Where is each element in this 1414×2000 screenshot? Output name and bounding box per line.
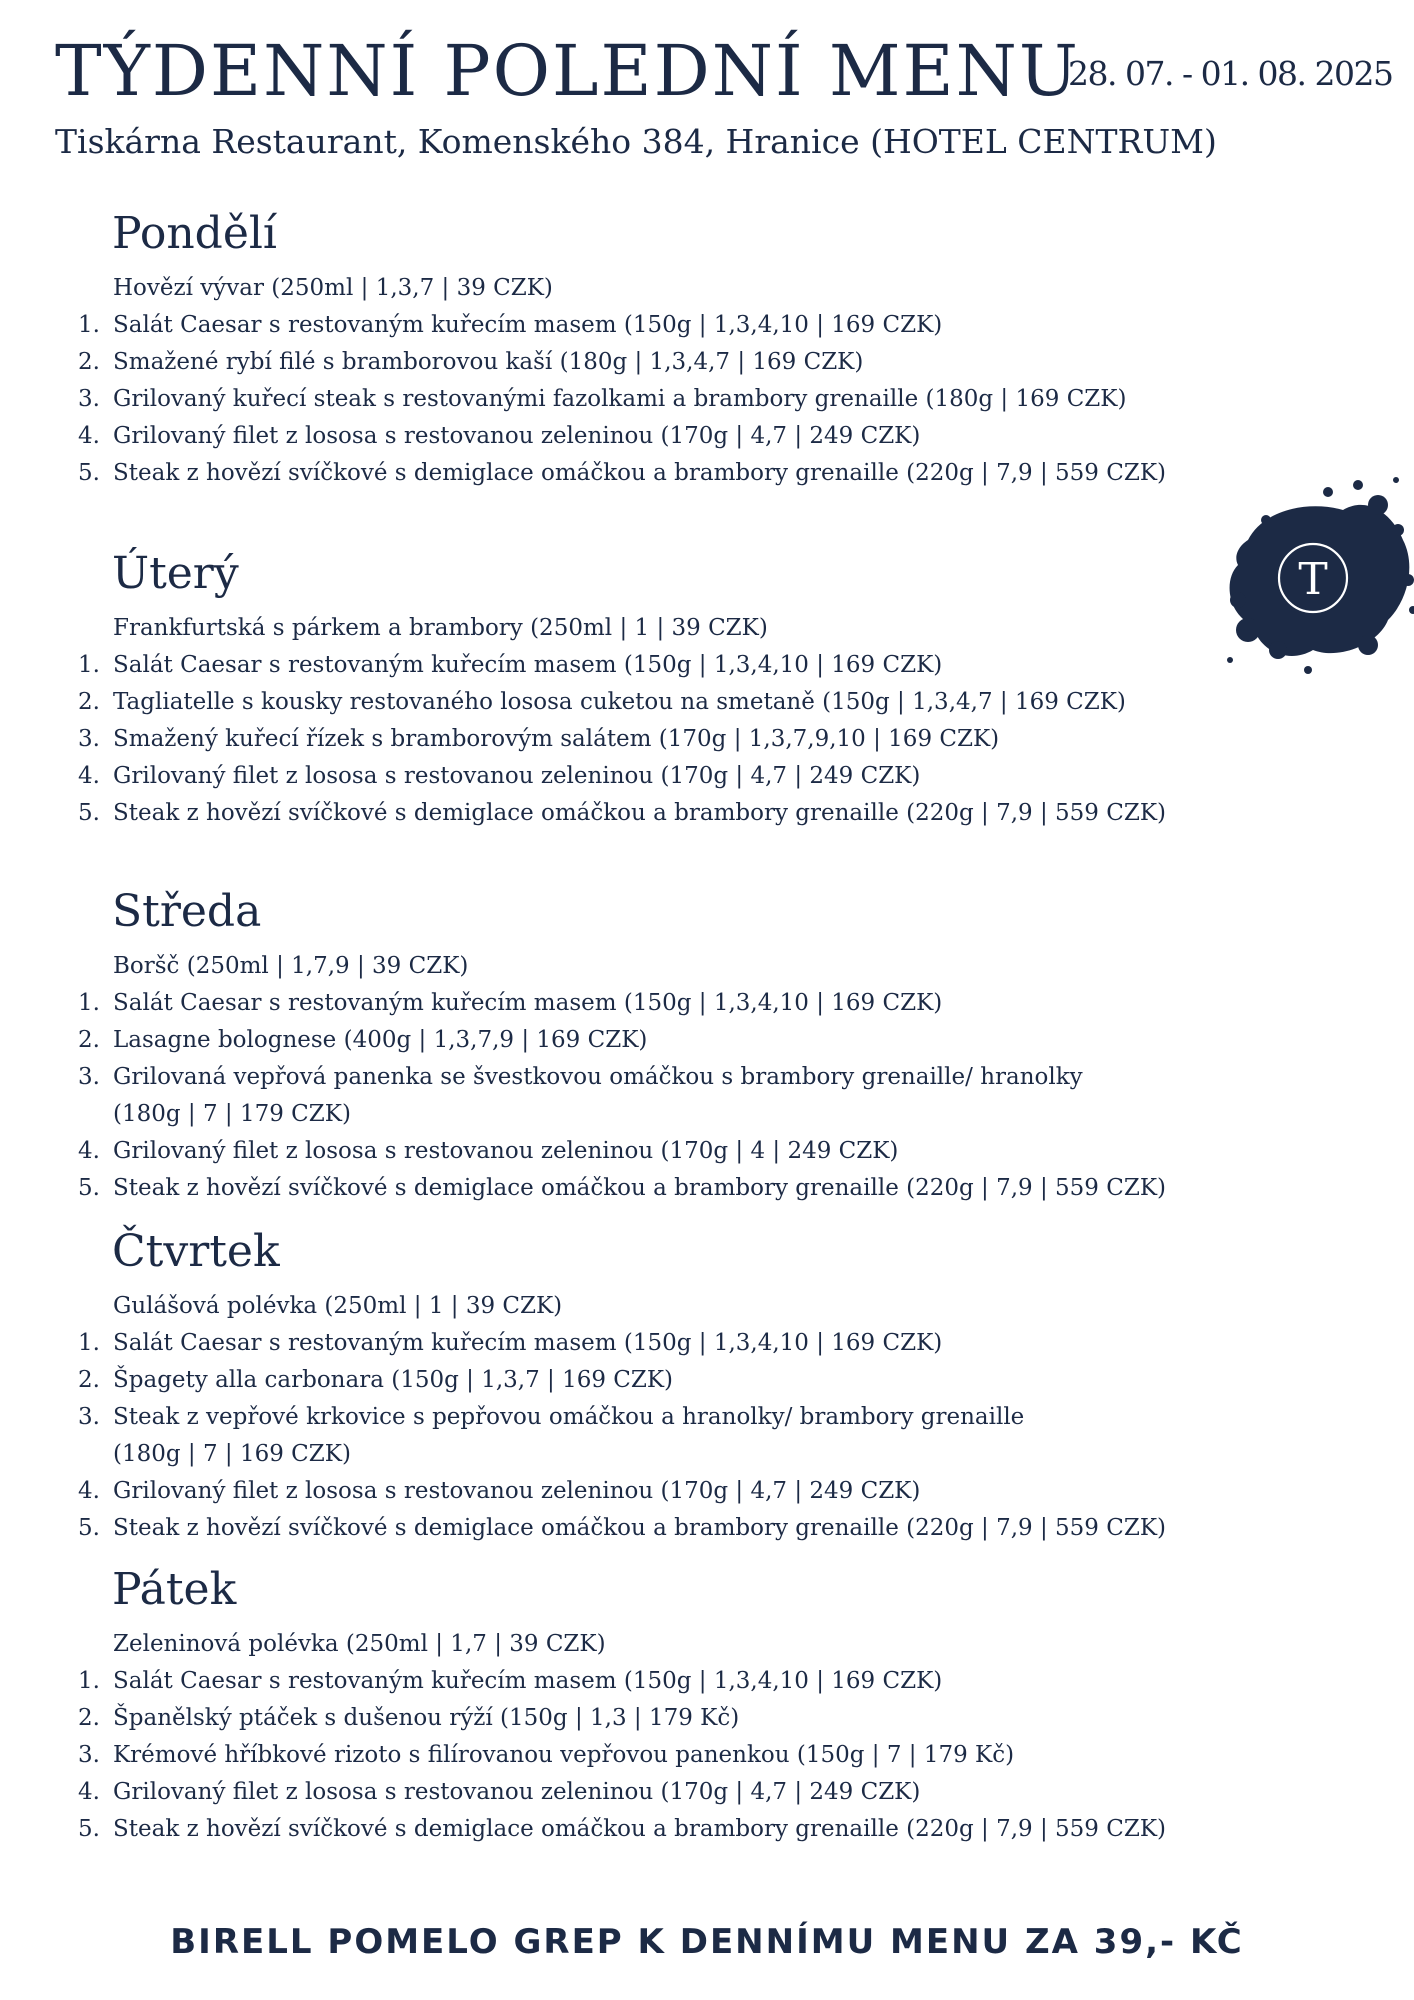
menu-item <box>78 1170 1258 1207</box>
item-text: Steak z hovězí svíčkové s demiglace omáčkou a brambory grenaille (220g | 7,9 | 559 CZK) <box>113 1515 1166 1541</box>
menu-item <box>78 985 1258 1022</box>
ink-splash-logo-icon <box>1218 470 1414 710</box>
item-text: Steak z hovězí svíčkové s demiglace omáčkou a brambory grenaille (220g | 7,9 | 559 CZK) <box>113 800 1166 826</box>
item-number: 4. <box>78 423 100 449</box>
menu-item <box>78 1133 1258 1170</box>
menu-item <box>78 1325 1258 1362</box>
menu-item <box>78 647 1258 684</box>
menu-item <box>78 381 1258 418</box>
item-text: Salát Caesar s restovaným kuřecím masem (150g | 1,3,4,10 | 169 CZK) <box>113 1668 943 1694</box>
item-text: Steak z hovězí svíčkové s demiglace omáčkou a brambory grenaille (220g | 7,9 | 559 CZK) <box>113 1816 1166 1842</box>
restaurant-address: Tiskárna Restaurant, Komenského 384, Hranice (HOTEL CENTRUM) <box>55 122 1217 161</box>
menu-item <box>78 455 1258 492</box>
item-text-continuation: (180g | 7 | 169 CZK) <box>113 1441 351 1467</box>
item-number: 3. <box>78 1404 100 1430</box>
item-text: Špagety alla carbonara (150g | 1,3,7 | 169 CZK) <box>113 1367 674 1393</box>
day-section-friday <box>78 1562 1258 1848</box>
menu-item <box>78 795 1258 832</box>
menu-title: TÝDENNÍ POLEDNÍ MENU <box>55 30 1080 112</box>
item-number: 3. <box>78 726 100 752</box>
soup-of-the-day: Gulášová polévka (250ml | 1 | 39 CZK) <box>113 1293 563 1319</box>
item-text: Grilovaný kuřecí steak s restovanými fazolkami a brambory grenaille (180g | 169 CZK) <box>113 386 1127 412</box>
item-number: 1. <box>78 1330 100 1356</box>
soup-of-the-day: Hovězí vývar (250ml | 1,3,7 | 39 CZK) <box>113 275 553 301</box>
menu-item <box>78 1399 1258 1473</box>
menu-list <box>78 647 1258 832</box>
promo-banner: BIRELL POMELO GREP K DENNÍMU MENU ZA 39,- KČ <box>170 1922 1244 1962</box>
item-text: Smažené rybí filé s bramborovou kaší (180g | 1,3,4,7 | 169 CZK) <box>113 349 864 375</box>
soup-of-the-day: Frankfurtská s párkem a brambory (250ml | 1 | 39 CZK) <box>113 615 768 641</box>
item-number: 3. <box>78 386 100 412</box>
item-number: 2. <box>78 689 100 715</box>
item-text: Krémové hříbkové rizoto s filírovanou vepřovou panenkou (150g | 7 | 179 Kč) <box>113 1742 1015 1768</box>
menu-list <box>78 985 1258 1207</box>
menu-item <box>78 1663 1258 1700</box>
item-text <box>113 1059 1083 1133</box>
day-title: Čtvrtek <box>112 1226 280 1277</box>
item-text: Salát Caesar s restovaným kuřecím masem (150g | 1,3,4,10 | 169 CZK) <box>113 652 943 678</box>
day-section-wednesday <box>78 884 1258 1207</box>
item-text: Salát Caesar s restovaným kuřecím masem (150g | 1,3,4,10 | 169 CZK) <box>113 1330 943 1356</box>
item-number: 1. <box>78 652 100 678</box>
date-range: 28. 07. - 01. 08. 2025 <box>1068 54 1393 93</box>
menu-item <box>78 344 1258 381</box>
soup-of-the-day: Zeleninová polévka (250ml | 1,7 | 39 CZK) <box>113 1631 606 1657</box>
menu-item <box>78 1737 1258 1774</box>
item-number: 1. <box>78 312 100 338</box>
item-number: 4. <box>78 1478 100 1504</box>
menu-item <box>78 418 1258 455</box>
menu-item <box>78 1059 1258 1133</box>
menu-item <box>78 1510 1258 1547</box>
item-number: 2. <box>78 1705 100 1731</box>
item-number: 2. <box>78 1027 100 1053</box>
item-number: 5. <box>78 1175 100 1201</box>
item-number: 2. <box>78 1367 100 1393</box>
menu-item <box>78 1362 1258 1399</box>
item-number: 1. <box>78 1668 100 1694</box>
item-text: Salát Caesar s restovaným kuřecím masem (150g | 1,3,4,10 | 169 CZK) <box>113 990 943 1016</box>
item-number: 3. <box>78 1064 100 1090</box>
menu-list <box>78 307 1258 492</box>
day-title: Pátek <box>112 1564 237 1615</box>
item-number: 1. <box>78 990 100 1016</box>
item-text <box>113 1399 1024 1473</box>
item-number: 5. <box>78 1816 100 1842</box>
item-text: Tagliatelle s kousky restovaného lososa cuketou na smetaně (150g | 1,3,4,7 | 169 CZK) <box>113 689 1126 715</box>
item-text: Grilovaný filet z lososa s restovanou zeleninou (170g | 4 | 249 CZK) <box>113 1138 899 1164</box>
item-text: Grilovaný filet z lososa s restovanou zeleninou (170g | 4,7 | 249 CZK) <box>113 763 921 789</box>
item-text-line: Grilovaná vepřová panenka se švestkovou omáčkou s brambory grenaille/ hranolky <box>113 1064 1083 1090</box>
menu-item <box>78 1700 1258 1737</box>
item-text: Španělský ptáček s dušenou rýží (150g | 1,3 | 179 Kč) <box>113 1705 740 1731</box>
item-text: Grilovaný filet z lososa s restovanou zeleninou (170g | 4,7 | 249 CZK) <box>113 423 921 449</box>
menu-item <box>78 1774 1258 1811</box>
item-number: 5. <box>78 460 100 486</box>
day-section-tuesday <box>78 546 1258 832</box>
menu-list <box>78 1663 1258 1848</box>
menu-item <box>78 1811 1258 1848</box>
item-number: 4. <box>78 1779 100 1805</box>
item-text: Grilovaný filet z lososa s restovanou zeleninou (170g | 4,7 | 249 CZK) <box>113 1478 921 1504</box>
menu-item <box>78 684 1258 721</box>
item-text: Steak z hovězí svíčkové s demiglace omáčkou a brambory grenaille (220g | 7,9 | 559 CZK) <box>113 1175 1166 1201</box>
day-title: Úterý <box>112 548 239 599</box>
day-title: Pondělí <box>112 208 277 259</box>
item-text: Steak z hovězí svíčkové s demiglace omáčkou a brambory grenaille (220g | 7,9 | 559 CZK) <box>113 460 1166 486</box>
item-number: 3. <box>78 1742 100 1768</box>
menu-list <box>78 1325 1258 1547</box>
item-text-continuation: (180g | 7 | 179 CZK) <box>113 1101 351 1127</box>
logo-letter: T <box>1298 554 1328 605</box>
soup-of-the-day: Boršč (250ml | 1,7,9 | 39 CZK) <box>113 953 469 979</box>
day-section-thursday <box>78 1224 1258 1547</box>
menu-item <box>78 1473 1258 1510</box>
menu-item <box>78 721 1258 758</box>
item-text: Smažený kuřecí řízek s bramborovým salátem (170g | 1,3,7,9,10 | 169 CZK) <box>113 726 1000 752</box>
item-number: 2. <box>78 349 100 375</box>
item-number: 5. <box>78 1515 100 1541</box>
item-text: Lasagne bolognese (400g | 1,3,7,9 | 169 CZK) <box>113 1027 648 1053</box>
item-number: 5. <box>78 800 100 826</box>
menu-item <box>78 758 1258 795</box>
item-number: 4. <box>78 1138 100 1164</box>
menu-item <box>78 307 1258 344</box>
item-text: Salát Caesar s restovaným kuřecím masem (150g | 1,3,4,10 | 169 CZK) <box>113 312 943 338</box>
menu-item <box>78 1022 1258 1059</box>
item-text: Grilovaný filet z lososa s restovanou zeleninou (170g | 4,7 | 249 CZK) <box>113 1779 921 1805</box>
item-text-line: Steak z vepřové krkovice s pepřovou omáčkou a hranolky/ brambory grenaille <box>113 1404 1025 1430</box>
day-section-monday <box>78 206 1258 492</box>
item-number: 4. <box>78 763 100 789</box>
day-title: Středa <box>112 886 262 937</box>
